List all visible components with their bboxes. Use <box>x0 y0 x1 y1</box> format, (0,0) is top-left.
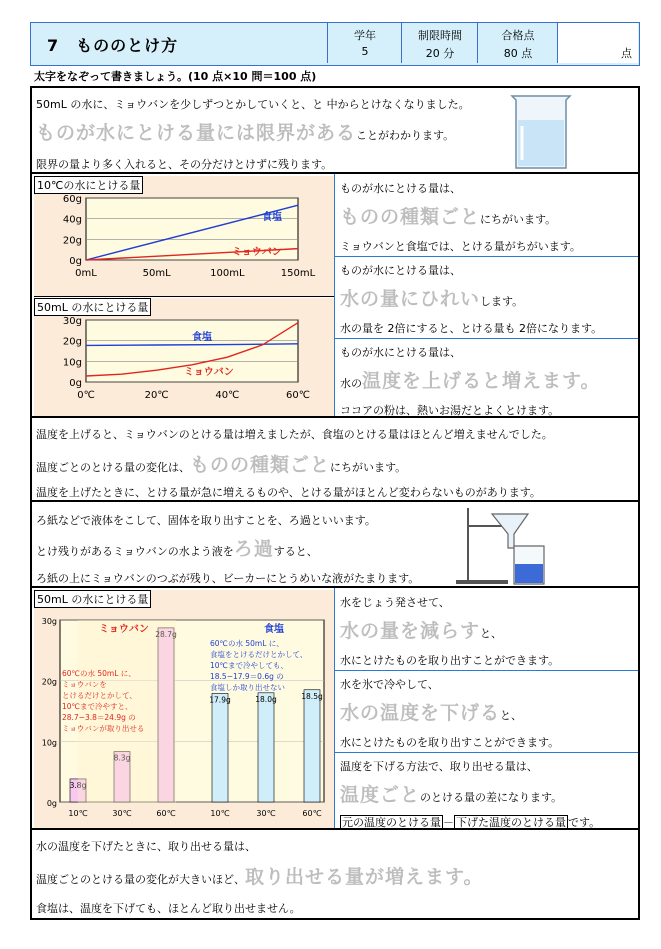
y-tick-label: 10g <box>41 738 57 748</box>
trace-text[interactable]: 水の量にひれい <box>340 288 481 310</box>
text-line <box>340 616 502 643</box>
text-line: 水の量を 2倍にすると、とける量も 2倍になります。 <box>340 322 603 335</box>
section-extraction-summary <box>30 828 640 920</box>
text-suffix: します。 <box>480 295 524 308</box>
text-line: ものが水にとける量は、 <box>340 264 461 277</box>
header-label: 学年 <box>354 29 376 42</box>
bar-value-label: 3.8g <box>69 780 87 790</box>
bar-value-label: 8.3g <box>113 753 131 763</box>
section-solubility-limit <box>30 86 640 174</box>
y-tick-label: 0g <box>69 256 82 267</box>
series-label: ミョウバン <box>184 367 234 378</box>
boxed-text: 下げた温度のとける量 <box>456 816 566 829</box>
score-field[interactable] <box>557 23 638 63</box>
annotation-text: 10℃まで冷やすと、 <box>62 702 133 711</box>
beaker-icon <box>504 90 580 174</box>
y-tick-label: 30g <box>62 316 82 327</box>
text-suffix: ことがわかります。 <box>356 129 455 142</box>
x-tick-label: 30℃ <box>256 809 276 818</box>
text-line <box>340 780 562 807</box>
header-cell-time <box>401 23 478 63</box>
filtration-apparatus-icon <box>452 504 552 586</box>
bar-chart-temperature <box>34 590 334 828</box>
text-suffix: にちがいます。 <box>330 461 407 474</box>
series-label: ミョウバン <box>232 247 282 258</box>
text-suffix: と、 <box>500 709 523 722</box>
text-line <box>36 534 318 561</box>
chart-title: 50mL の水にとける量 <box>34 298 151 316</box>
text-suffix: にちがいます。 <box>480 213 557 226</box>
annotation-text: 18.5−17.9＝0.6g の <box>210 672 284 681</box>
text-line: ココアの粉は、熱いお湯だとよくとけます。 <box>340 404 560 417</box>
x-tick-label: 0℃ <box>77 390 95 401</box>
bar-value-label: 18.5g <box>301 691 323 701</box>
x-tick-label: 60℃ <box>156 809 176 818</box>
trace-text[interactable]: 取り出せる量が増えます。 <box>245 866 484 888</box>
annotation-text: 10℃まで冷やしても、 <box>210 661 288 670</box>
text-line: ミョウバンと食塩では、とける量がちがいます。 <box>340 240 581 253</box>
chart-title: 50mL の水にとける量 <box>34 590 151 608</box>
text-suffix: すると、 <box>273 545 318 558</box>
annotation-text: とけるだけとかして、 <box>62 691 137 700</box>
y-tick-label: 40g <box>62 214 82 226</box>
bar <box>212 693 228 802</box>
header-value: 20 分 <box>425 47 455 60</box>
header-value: 80 点 <box>503 47 533 60</box>
text-line <box>340 284 523 311</box>
bar <box>258 693 274 802</box>
text-line: 水の温度を下げたときに、取り出せる量は、 <box>36 840 256 853</box>
text-line: 水にとけたものを取り出すことができます。 <box>340 736 560 749</box>
annotation-text: ミョウバンが取り出せる <box>62 724 145 733</box>
section-filtration <box>30 500 640 588</box>
trace-text[interactable]: 温度ごと <box>340 784 421 806</box>
header-cell-pass <box>477 23 558 63</box>
y-tick-label: 20g <box>41 677 57 687</box>
text-line: 水をじょう発させて、 <box>340 596 450 609</box>
text-line: ものが水にとける量は、 <box>340 346 461 359</box>
series-label: 食塩 <box>262 212 282 223</box>
text-suffix: と、 <box>480 627 503 640</box>
annotation-text: ミョウバンを <box>62 680 107 689</box>
chart-extraction-bars <box>34 590 334 828</box>
text-line <box>340 202 556 229</box>
text-line: 温度を上げたときに、とける量が急に増えるものや、とける量がほとんど変わらないものがあります。 <box>36 486 541 499</box>
x-tick-label: 60℃ <box>286 390 310 401</box>
text-line: 50mL の水に、ミョウバンを少しずつとかしていくと、と 中からとけなくなりました。 <box>36 98 470 111</box>
annotation-text: 60℃の水 50mL に、 <box>210 639 284 648</box>
bar <box>304 690 320 802</box>
text-suffix: のとける量の差になります。 <box>420 791 563 804</box>
x-tick-label: 30℃ <box>112 809 132 818</box>
x-tick-label: 0mL <box>75 268 97 279</box>
page-title: 7 もののとけ方 <box>47 36 179 55</box>
bar-value-label: 18.0g <box>255 694 277 704</box>
text-suffix: です。 <box>568 816 601 829</box>
x-tick-label: 50mL <box>142 268 171 279</box>
text-line: 食塩は、温度を下げても、ほとんど取り出せません。 <box>36 902 301 915</box>
trace-text[interactable]: ろ過 <box>233 538 274 560</box>
y-tick-label: 20g <box>62 235 82 247</box>
trace-text[interactable]: 水の温度を下げる <box>340 702 501 724</box>
trace-text[interactable]: 水の量を減らす <box>340 620 481 642</box>
y-tick-label: 20g <box>62 336 82 348</box>
x-tick-label: 60℃ <box>302 809 322 818</box>
text-line: ものが水にとける量は、 <box>340 182 461 195</box>
text-line: 温度を上げると、ミョウバンのとける量は増えましたが、食塩のとける量はほとんど増えませんでした。 <box>36 428 553 441</box>
section-temperature-change <box>30 416 640 502</box>
trace-text[interactable]: ものの種類ごと <box>190 454 331 476</box>
annotation-text: 28.7−3.8＝24.9g の <box>62 713 136 722</box>
bar-value-label: 28.7g <box>155 629 177 639</box>
instruction: 太字をなぞって書きましょう。(10 点×10 問＝100 点) <box>34 70 317 83</box>
x-tick-label: 100mL <box>210 268 245 279</box>
chart-50ml-solubility <box>34 298 334 416</box>
header-label: 制限時間 <box>418 29 462 42</box>
y-tick-label: 0g <box>46 799 57 808</box>
x-tick-label: 150mL <box>280 268 316 279</box>
annotation-text: 食塩しか取り出せない <box>210 683 285 692</box>
chart-title: 10℃の水にとける量 <box>34 176 143 194</box>
header-value: 5 <box>361 45 369 58</box>
series-label: 食塩 <box>192 332 212 343</box>
text-line <box>340 366 600 393</box>
annotation-text: 食塩をとけるだけとかして、 <box>210 650 308 659</box>
annotation-text: 60℃の水 50mL に、 <box>62 669 136 678</box>
series-label: ミョウバン <box>99 624 149 635</box>
trace-text[interactable]: ものが水にとける量には限界がある <box>36 122 357 144</box>
text-line: ろ紙の上にミョウバンのつぶが残り、ビーカーにとうめいな液がたまります。 <box>36 572 420 585</box>
text-line <box>36 118 454 145</box>
text-line: ろ紙などで液体をこして、固体を取り出すことを、ろ過といいます。 <box>36 514 376 527</box>
y-tick-label: 30g <box>41 617 57 626</box>
line-chart-volume <box>34 176 334 296</box>
x-tick-label: 40℃ <box>215 390 240 401</box>
section-solubility-factors <box>30 172 640 418</box>
series-label: 食塩 <box>264 624 284 635</box>
y-tick-label: 60g <box>62 194 82 205</box>
x-tick-label: 20℃ <box>144 390 169 401</box>
trace-text[interactable]: ものの種類ごと <box>340 206 481 228</box>
y-tick-label: 10g <box>62 357 82 369</box>
minus-sign: － <box>443 816 454 829</box>
text-line: 限界の量より多く入れると、その分だけとけずに残ります。 <box>36 158 333 171</box>
text-prefix: 温度ごとのとける量の変化が大きいほど、 <box>36 873 245 886</box>
boxed-text: 元の温度のとける量 <box>342 816 441 829</box>
text-prefix: 温度ごとのとける量の変化は、 <box>36 461 190 474</box>
x-tick-label: 10℃ <box>68 809 88 818</box>
bar-value-label: 17.9g <box>209 695 231 705</box>
x-tick-label: 10℃ <box>210 809 230 818</box>
worksheet-header <box>30 22 640 66</box>
text-line <box>36 862 483 889</box>
text-line <box>36 450 406 477</box>
score-unit: 点 <box>621 47 632 60</box>
text-line: 温度を下げる方法で、取り出せる量は、 <box>340 760 538 773</box>
text-line: 水を氷で冷やして、 <box>340 678 439 691</box>
trace-text[interactable]: 温度を上げると増えます。 <box>362 370 601 392</box>
y-tick-label: 0g <box>69 378 82 389</box>
chart-10c-solubility <box>34 176 334 296</box>
header-cell-grade <box>327 23 402 63</box>
series-zone-alum <box>78 620 176 804</box>
text-prefix: とけ残りがあるミョウバンの水よう液を <box>36 545 234 558</box>
section-extraction <box>30 586 640 830</box>
text-line <box>340 698 522 725</box>
header-label: 合格点 <box>501 29 535 42</box>
text-prefix: 水の <box>340 377 362 390</box>
text-line: 水にとけたものを取り出すことができます。 <box>340 654 560 667</box>
